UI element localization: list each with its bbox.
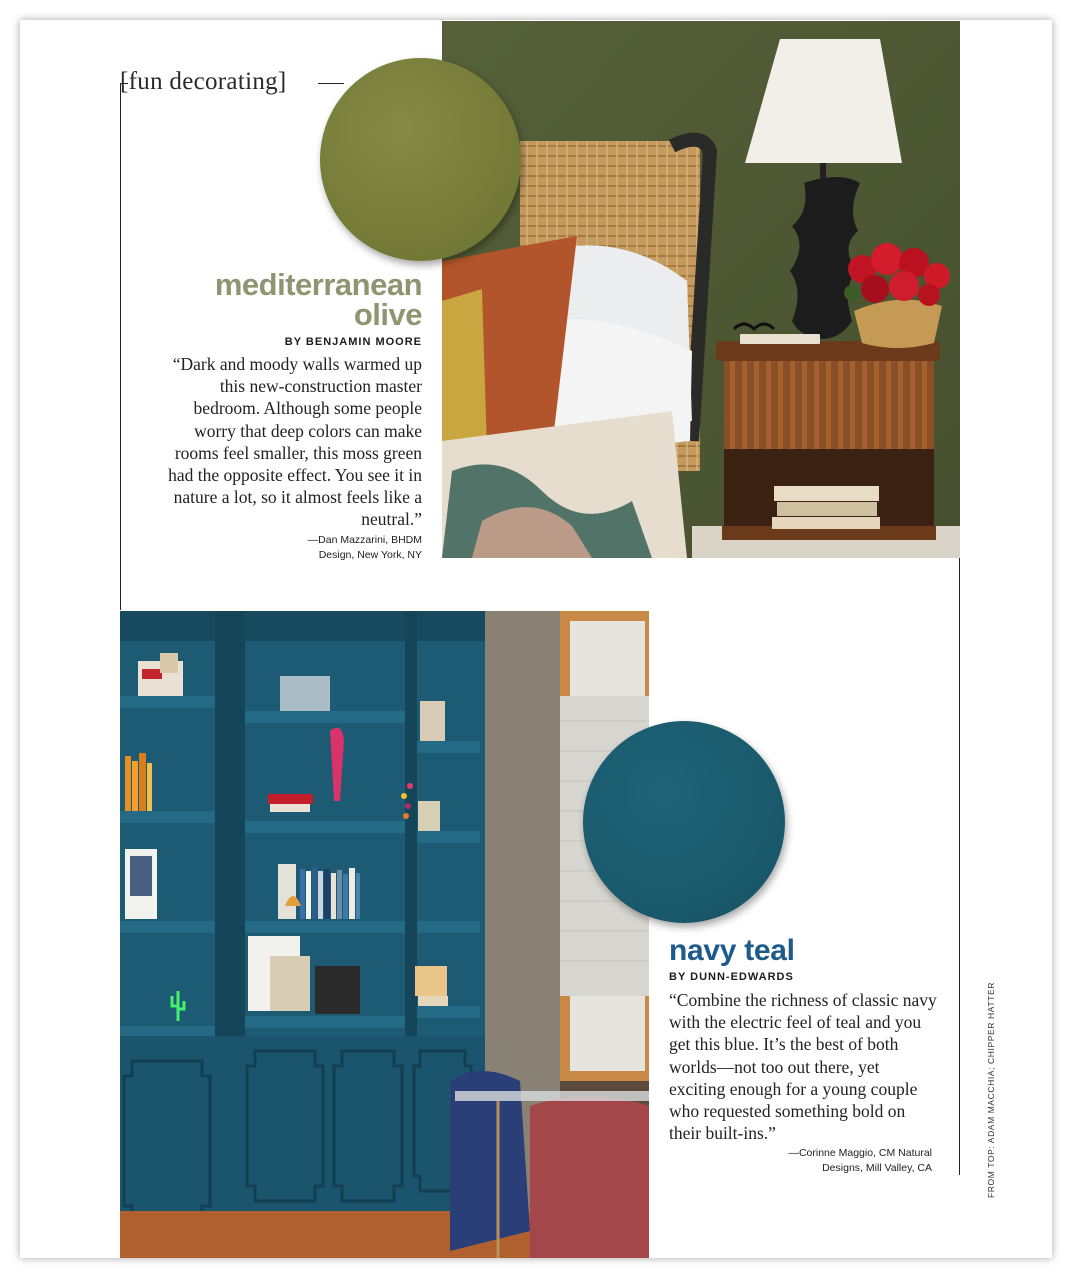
frame-line-top-right bbox=[318, 83, 344, 84]
bracket-right: ] bbox=[277, 68, 287, 95]
section-label bbox=[120, 68, 287, 96]
feature2-credit bbox=[700, 1146, 932, 1176]
feature1-quote: “Dark and moody walls warmed up this new-construction master bedroom. Although some people worry that deep colors can make rooms feel smaller, this moss green had the opposite effect. You see it in nature a lot, so it almost feels like a neutral.” bbox=[168, 354, 422, 530]
feature2-byline: BY DUNN-EDWARDS bbox=[669, 971, 794, 983]
section-label-text: fun decorating bbox=[128, 68, 278, 95]
bedroom-photo bbox=[442, 21, 960, 558]
feature2-title: navy teal bbox=[669, 934, 795, 967]
feature2-quote: “Combine the richness of classic navy with the electric feel of teal and you get this blue. It’s the best of both worlds—not too out there, yet exciting enough for a young couple who requested something bold on their built-ins.” bbox=[669, 990, 937, 1144]
olive-paint-swatch bbox=[320, 58, 521, 261]
teal-paint-swatch bbox=[583, 721, 785, 923]
frame-line-right bbox=[959, 557, 960, 1175]
bookcase-illustration bbox=[120, 611, 649, 1258]
frame-line-left bbox=[120, 83, 121, 610]
feature1-title-line1: mediterranean bbox=[214, 267, 422, 302]
bracket-left: [ bbox=[120, 68, 129, 95]
feature1-credit-line2: Design, New York, NY bbox=[318, 549, 422, 561]
feature1-title-line2: olive bbox=[353, 297, 422, 332]
photo-credit: FROM TOP: ADAM MACCHIA; CHIPPER HATTER bbox=[986, 982, 996, 1198]
feature1-title bbox=[214, 267, 422, 332]
feature1-credit bbox=[220, 533, 422, 563]
feature2-credit-line2: Designs, Mill Valley, CA bbox=[822, 1162, 932, 1174]
feature2-credit-line1: —Corinne Maggio, CM Natural bbox=[788, 1147, 932, 1159]
bookcase-photo bbox=[120, 611, 649, 1258]
bedroom-illustration bbox=[442, 21, 960, 558]
feature1-credit-line1: —Dan Mazzarini, BHDM bbox=[307, 534, 422, 546]
feature1-byline: BY BENJAMIN MOORE bbox=[284, 336, 422, 348]
